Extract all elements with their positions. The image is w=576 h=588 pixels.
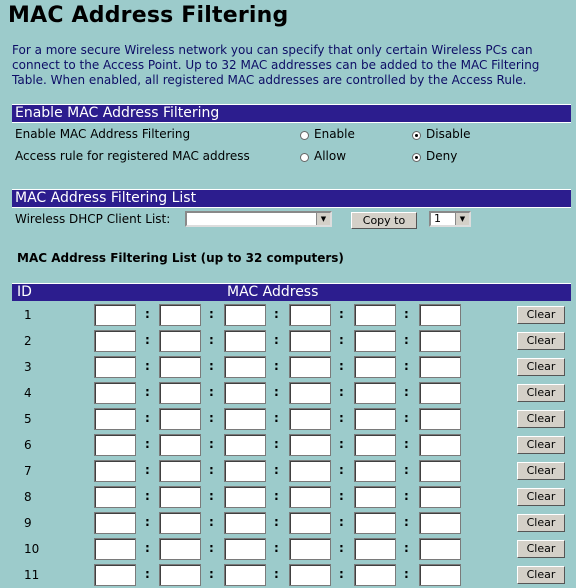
mac-separator: :: [145, 333, 150, 347]
mac-octet-input-1[interactable]: [94, 486, 136, 508]
mac-octet-input-6[interactable]: [419, 408, 461, 430]
mac-octet-input-6[interactable]: [419, 512, 461, 534]
intro-text: For a more secure Wireless network you can specify that only certain Wireless PCs can connect to the Access Point. Up to 32 MAC addresses can be added to the MAC Filtering Table. When enabled, all registered MAC addresses are controlled by the Access Rule.: [12, 43, 540, 87]
mac-separator: :: [274, 411, 279, 425]
enable-filtering-section: [12, 104, 571, 167]
table-row: [12, 510, 571, 536]
list-section-header: MAC Address Filtering List: [12, 189, 571, 208]
mac-octet-input-4[interactable]: [289, 460, 331, 482]
mac-octet-input-6[interactable]: [419, 564, 461, 586]
enable-radio[interactable]: [300, 131, 309, 140]
mac-separator: :: [339, 541, 344, 555]
mac-separator: :: [274, 359, 279, 373]
mac-octet-input-4[interactable]: [289, 486, 331, 508]
allow-radio-label: Allow: [314, 149, 347, 163]
mac-octet-input-3[interactable]: [224, 304, 266, 326]
row-id: 3: [24, 360, 32, 374]
mac-separator: :: [209, 359, 214, 373]
mac-octet-input-5[interactable]: [354, 356, 396, 378]
row-id: 11: [24, 568, 40, 582]
mac-octet-input-3[interactable]: [224, 486, 266, 508]
mac-separator: :: [274, 437, 279, 451]
mac-separator: :: [145, 411, 150, 425]
access-rule-label: Access rule for registered MAC address: [15, 149, 250, 163]
clear-button[interactable]: Clear: [517, 514, 565, 532]
mac-separator: :: [339, 567, 344, 581]
table-row: [12, 536, 571, 562]
table-row: [12, 484, 571, 510]
mac-octet-input-4[interactable]: [289, 356, 331, 378]
table-row: [12, 380, 571, 406]
mac-octet-input-1[interactable]: [94, 382, 136, 404]
mac-octet-input-3[interactable]: [224, 512, 266, 534]
enable-option[interactable]: [300, 123, 355, 145]
mac-octet-input-2[interactable]: [159, 356, 201, 378]
table-row: [12, 328, 571, 354]
mac-separator: :: [209, 385, 214, 399]
mac-octet-input-1[interactable]: [94, 304, 136, 326]
mac-octet-input-3[interactable]: [224, 330, 266, 352]
mac-separator: :: [209, 411, 214, 425]
mac-separator: :: [209, 567, 214, 581]
mac-separator: :: [339, 385, 344, 399]
enable-filtering-label: Enable MAC Address Filtering: [15, 127, 191, 141]
allow-radio[interactable]: [300, 153, 309, 162]
copy-target-select[interactable]: [429, 211, 471, 227]
access-rule-row: [12, 145, 571, 167]
enable-filtering-row: [12, 123, 571, 145]
mac-separator: :: [209, 437, 214, 451]
mac-separator: :: [274, 463, 279, 477]
mac-octet-input-5[interactable]: [354, 330, 396, 352]
mac-octet-input-3[interactable]: [224, 538, 266, 560]
deny-radio[interactable]: [412, 153, 421, 162]
mac-octet-input-2[interactable]: [159, 564, 201, 586]
mac-octet-input-1[interactable]: [94, 356, 136, 378]
mac-octet-input-1[interactable]: [94, 564, 136, 586]
mac-separator: :: [274, 385, 279, 399]
copy-target-value: 1: [434, 212, 441, 225]
mac-octet-input-3[interactable]: [224, 356, 266, 378]
copy-to-button[interactable]: Copy to: [351, 212, 417, 229]
clear-button[interactable]: Clear: [517, 306, 565, 324]
enable-radio-label: Enable: [314, 127, 355, 141]
mac-octet-input-6[interactable]: [419, 356, 461, 378]
table-header: [12, 283, 571, 301]
row-id: 9: [24, 516, 32, 530]
allow-option[interactable]: [300, 145, 346, 167]
mac-separator: :: [209, 515, 214, 529]
mac-octet-input-4[interactable]: [289, 512, 331, 534]
column-mac-address: MAC Address: [227, 284, 319, 300]
mac-separator: :: [404, 385, 409, 399]
chevron-down-icon[interactable]: ▼: [455, 213, 469, 225]
mac-octet-input-5[interactable]: [354, 408, 396, 430]
disable-option[interactable]: [412, 123, 471, 145]
mac-separator: :: [404, 359, 409, 373]
clear-button[interactable]: Clear: [517, 462, 565, 480]
mac-octet-input-3[interactable]: [224, 564, 266, 586]
table-row: [12, 458, 571, 484]
mac-separator: :: [145, 385, 150, 399]
mac-octet-input-1[interactable]: [94, 330, 136, 352]
clear-button[interactable]: Clear: [517, 566, 565, 584]
table-row: [12, 432, 571, 458]
mac-octet-input-5[interactable]: [354, 382, 396, 404]
mac-separator: :: [274, 489, 279, 503]
mac-octet-input-2[interactable]: [159, 382, 201, 404]
mac-octet-input-5[interactable]: [354, 538, 396, 560]
mac-separator: :: [339, 411, 344, 425]
row-id: 5: [24, 412, 32, 426]
mac-separator: :: [209, 307, 214, 321]
enable-section-header: Enable MAC Address Filtering: [12, 104, 571, 123]
table-row: [12, 302, 571, 328]
mac-separator: :: [209, 541, 214, 555]
mac-octet-input-5[interactable]: [354, 486, 396, 508]
mac-separator: :: [404, 307, 409, 321]
mac-octet-input-2[interactable]: [159, 408, 201, 430]
mac-octet-input-3[interactable]: [224, 460, 266, 482]
filtering-list-caption: MAC Address Filtering List (up to 32 computers): [17, 251, 344, 265]
mac-octet-input-5[interactable]: [354, 512, 396, 534]
mac-separator: :: [145, 359, 150, 373]
clear-button[interactable]: Clear: [517, 410, 565, 428]
mac-separator: :: [404, 333, 409, 347]
mac-separator: :: [209, 463, 214, 477]
mac-octet-input-6[interactable]: [419, 382, 461, 404]
mac-octet-input-4[interactable]: [289, 538, 331, 560]
mac-separator: :: [274, 567, 279, 581]
mac-octet-input-6[interactable]: [419, 434, 461, 456]
clear-button[interactable]: Clear: [517, 488, 565, 506]
mac-octet-input-2[interactable]: [159, 434, 201, 456]
chevron-down-icon[interactable]: ▼: [316, 213, 330, 225]
mac-octet-input-5[interactable]: [354, 304, 396, 326]
mac-octet-input-1[interactable]: [94, 434, 136, 456]
mac-separator: :: [339, 359, 344, 373]
mac-separator: :: [274, 541, 279, 555]
mac-separator: :: [339, 307, 344, 321]
mac-octet-input-2[interactable]: [159, 486, 201, 508]
mac-separator: :: [339, 437, 344, 451]
clear-button[interactable]: Clear: [517, 384, 565, 402]
mac-separator: :: [404, 437, 409, 451]
table-row: [12, 354, 571, 380]
mac-octet-input-4[interactable]: [289, 382, 331, 404]
mac-octet-input-2[interactable]: [159, 330, 201, 352]
deny-radio-label: Deny: [426, 149, 458, 163]
deny-option[interactable]: [412, 145, 457, 167]
table-row: [12, 562, 571, 588]
filtering-list-section: [12, 189, 571, 232]
mac-separator: :: [145, 307, 150, 321]
clear-button[interactable]: Clear: [517, 436, 565, 454]
mac-octet-input-3[interactable]: [224, 382, 266, 404]
mac-octet-input-4[interactable]: [289, 408, 331, 430]
row-id: 6: [24, 438, 32, 452]
clear-button[interactable]: Clear: [517, 332, 565, 350]
mac-separator: :: [339, 489, 344, 503]
dhcp-client-select[interactable]: [185, 211, 332, 227]
mac-octet-input-2[interactable]: [159, 460, 201, 482]
mac-separator: :: [339, 463, 344, 477]
mac-separator: :: [209, 489, 214, 503]
mac-separator: :: [145, 541, 150, 555]
mac-octet-input-2[interactable]: [159, 512, 201, 534]
mac-octet-input-6[interactable]: [419, 460, 461, 482]
mac-separator: :: [145, 567, 150, 581]
mac-separator: :: [274, 515, 279, 529]
mac-octet-input-1[interactable]: [94, 460, 136, 482]
mac-octet-input-4[interactable]: [289, 434, 331, 456]
mac-octet-input-1[interactable]: [94, 538, 136, 560]
mac-separator: :: [145, 515, 150, 529]
clear-button[interactable]: Clear: [517, 358, 565, 376]
mac-separator: :: [404, 567, 409, 581]
mac-octet-input-1[interactable]: [94, 408, 136, 430]
mac-separator: :: [209, 333, 214, 347]
row-id: 4: [24, 386, 32, 400]
mac-separator: :: [404, 463, 409, 477]
mac-octet-input-5[interactable]: [354, 434, 396, 456]
mac-separator: :: [404, 489, 409, 503]
mac-octet-input-3[interactable]: [224, 408, 266, 430]
page-title: MAC Address Filtering: [8, 3, 289, 28]
mac-octet-input-6[interactable]: [419, 304, 461, 326]
mac-separator: :: [339, 333, 344, 347]
row-id: 8: [24, 490, 32, 504]
mac-octet-input-6[interactable]: [419, 538, 461, 560]
mac-octet-input-5[interactable]: [354, 460, 396, 482]
mac-octet-input-6[interactable]: [419, 486, 461, 508]
dhcp-client-label: Wireless DHCP Client List:: [15, 212, 171, 226]
mac-octet-input-3[interactable]: [224, 434, 266, 456]
disable-radio-label: Disable: [426, 127, 471, 141]
mac-separator: :: [404, 411, 409, 425]
clear-button[interactable]: Clear: [517, 540, 565, 558]
dhcp-client-row: [12, 208, 571, 232]
row-id: 7: [24, 464, 32, 478]
mac-octet-input-5[interactable]: [354, 564, 396, 586]
mac-octet-input-4[interactable]: [289, 564, 331, 586]
row-id: 2: [24, 334, 32, 348]
mac-separator: :: [274, 333, 279, 347]
mac-octet-input-4[interactable]: [289, 304, 331, 326]
mac-octet-input-2[interactable]: [159, 304, 201, 326]
column-id: ID: [17, 284, 32, 300]
mac-separator: :: [404, 515, 409, 529]
mac-separator: :: [274, 307, 279, 321]
row-id: 10: [24, 542, 40, 556]
mac-separator: :: [145, 463, 150, 477]
mac-octet-input-1[interactable]: [94, 512, 136, 534]
mac-octet-input-4[interactable]: [289, 330, 331, 352]
mac-separator: :: [339, 515, 344, 529]
row-id: 1: [24, 308, 32, 322]
mac-octet-input-6[interactable]: [419, 330, 461, 352]
mac-separator: :: [145, 437, 150, 451]
table-row: [12, 406, 571, 432]
mac-separator: :: [404, 541, 409, 555]
disable-radio[interactable]: [412, 131, 421, 140]
mac-separator: :: [145, 489, 150, 503]
mac-octet-input-2[interactable]: [159, 538, 201, 560]
